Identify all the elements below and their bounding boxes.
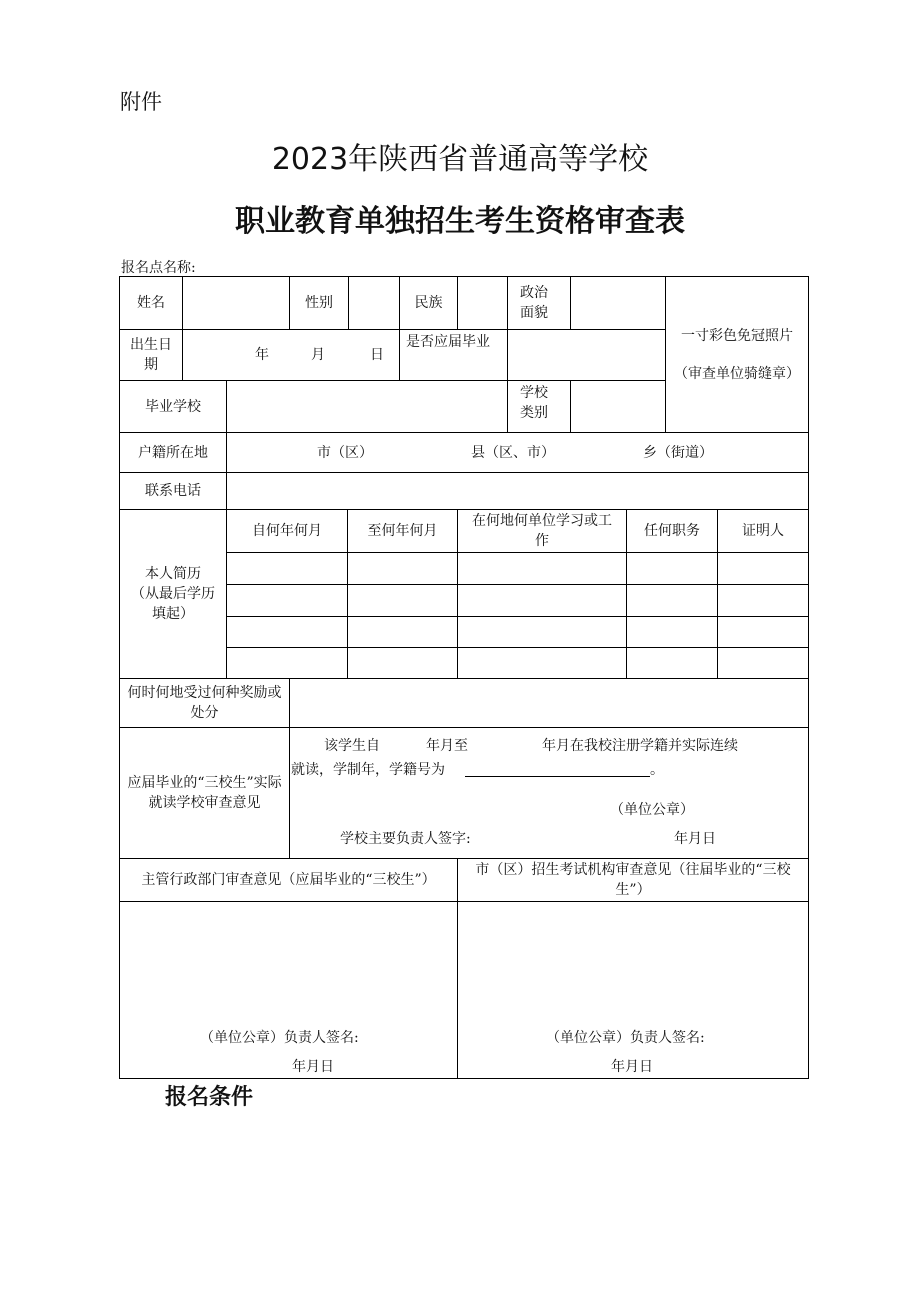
- admin-dept-seal-signature: （单位公章）负责人签名:: [200, 1030, 359, 1046]
- gender-field[interactable]: [348, 276, 400, 330]
- school-unit-seal: （单位公章）: [610, 802, 694, 818]
- ethnicity-field[interactable]: [457, 276, 508, 330]
- name-field[interactable]: [182, 276, 290, 330]
- review-text-registered: 年月在我校注册学籍并实际连续: [542, 738, 738, 754]
- resume-cell[interactable]: [717, 584, 809, 617]
- birth-date-label: 出生日期: [119, 329, 183, 381]
- household-location-field[interactable]: [226, 432, 809, 473]
- resume-cell[interactable]: [717, 616, 809, 648]
- school-head-signature: 学校主要负责人签字:: [340, 831, 471, 847]
- exam-org-review-box[interactable]: [457, 901, 809, 1079]
- awards-label: 何时何地受过何种奖励或处分: [119, 678, 290, 728]
- resume-cell[interactable]: [457, 616, 627, 648]
- name-label: 姓名: [119, 276, 183, 330]
- resume-header-place: 在何地何单位学习或工作: [457, 509, 627, 553]
- resume-cell[interactable]: [457, 552, 627, 585]
- exam-org-date: 年月日: [611, 1059, 653, 1075]
- resume-header-witness: 证明人: [717, 509, 809, 553]
- resume-cell[interactable]: [347, 552, 458, 585]
- gender-label: 性别: [289, 276, 349, 330]
- contact-phone-label: 联系电话: [119, 472, 227, 510]
- awards-field[interactable]: [289, 678, 809, 728]
- household-location-label: 户籍所在地: [119, 432, 227, 473]
- resume-cell[interactable]: [626, 552, 718, 585]
- political-status-field[interactable]: [570, 276, 666, 330]
- school-review-date: 年月日: [674, 831, 716, 847]
- resume-cell[interactable]: [226, 584, 348, 617]
- contact-phone-field[interactable]: [226, 472, 809, 510]
- fresh-graduate-label: 是否应届毕业: [399, 329, 508, 381]
- township-unit: 乡（街道）: [643, 445, 713, 461]
- resume-header-position: 任何职务: [626, 509, 718, 553]
- school-type-label: 学校类别: [507, 380, 571, 433]
- exam-org-review-header: 市（区）招生考试机构审查意见（往届毕业的“三校生”）: [457, 858, 809, 902]
- resume-cell[interactable]: [347, 584, 458, 617]
- ethnicity-label: 民族: [399, 276, 458, 330]
- resume-cell[interactable]: [457, 647, 627, 679]
- admin-dept-review-header: 主管行政部门审查意见（应届毕业的“三校生”）: [119, 858, 458, 902]
- review-text-study: 就读，学制年，学籍号为: [291, 762, 445, 778]
- page-title-line1: 2023年陕西省普通高等学校: [271, 142, 649, 177]
- resume-cell[interactable]: [717, 552, 809, 585]
- resume-cell[interactable]: [626, 616, 718, 648]
- school-review-box[interactable]: [289, 727, 809, 859]
- birth-day-unit: 日: [370, 347, 384, 363]
- resume-header-to: 至何年何月: [347, 509, 458, 553]
- photo-box: [665, 276, 809, 433]
- exam-org-seal-signature: （单位公章）负责人签名:: [546, 1030, 705, 1046]
- resume-label-line1: 本人简历: [145, 566, 201, 582]
- resume-label-line2: （从最后学历: [131, 586, 215, 602]
- graduation-school-field[interactable]: [226, 380, 508, 433]
- resume-cell[interactable]: [347, 616, 458, 648]
- admin-dept-review-box[interactable]: [119, 901, 458, 1079]
- birth-date-field[interactable]: [182, 329, 400, 381]
- resume-cell[interactable]: [457, 584, 627, 617]
- resume-cell[interactable]: [226, 616, 348, 648]
- registration-point-label: 报名点名称:: [121, 260, 196, 276]
- county-unit: 县（区、市）: [471, 445, 555, 461]
- resume-header-from: 自何年何月: [226, 509, 348, 553]
- photo-seal-note: （审查单位骑缝章）: [674, 365, 800, 382]
- city-district-unit: 市（区）: [317, 445, 373, 461]
- graduation-school-label: 毕业学校: [119, 380, 227, 433]
- birth-year-unit: 年: [255, 347, 269, 363]
- page-title-line2: 职业教育单独招生考生资格审查表: [235, 204, 685, 239]
- registration-conditions-heading: 报名条件: [165, 1085, 254, 1110]
- fresh-graduate-field[interactable]: [507, 329, 666, 381]
- resume-cell[interactable]: [626, 584, 718, 617]
- student-id-underline[interactable]: [465, 760, 650, 783]
- resume-cell[interactable]: [226, 552, 348, 585]
- review-text-period: 。: [650, 762, 664, 778]
- resume-label-line3: 填起）: [152, 606, 194, 622]
- resume-label: [119, 509, 227, 679]
- resume-cell[interactable]: [626, 647, 718, 679]
- photo-instruction: 一寸彩色免冠照片: [681, 327, 793, 344]
- political-status-label: 政治面貌: [507, 276, 571, 330]
- school-review-label: 应届毕业的“三校生”实际就读学校审查意见: [119, 727, 290, 859]
- school-type-field[interactable]: [570, 380, 666, 433]
- review-text-to: 年月至: [426, 738, 468, 754]
- birth-month-unit: 月: [311, 347, 325, 363]
- admin-dept-date: 年月日: [292, 1059, 334, 1075]
- attachment-label: 附件: [120, 90, 162, 114]
- resume-cell[interactable]: [717, 647, 809, 679]
- resume-cell[interactable]: [226, 647, 348, 679]
- resume-cell[interactable]: [347, 647, 458, 679]
- review-text-from: 该学生自: [324, 738, 380, 754]
